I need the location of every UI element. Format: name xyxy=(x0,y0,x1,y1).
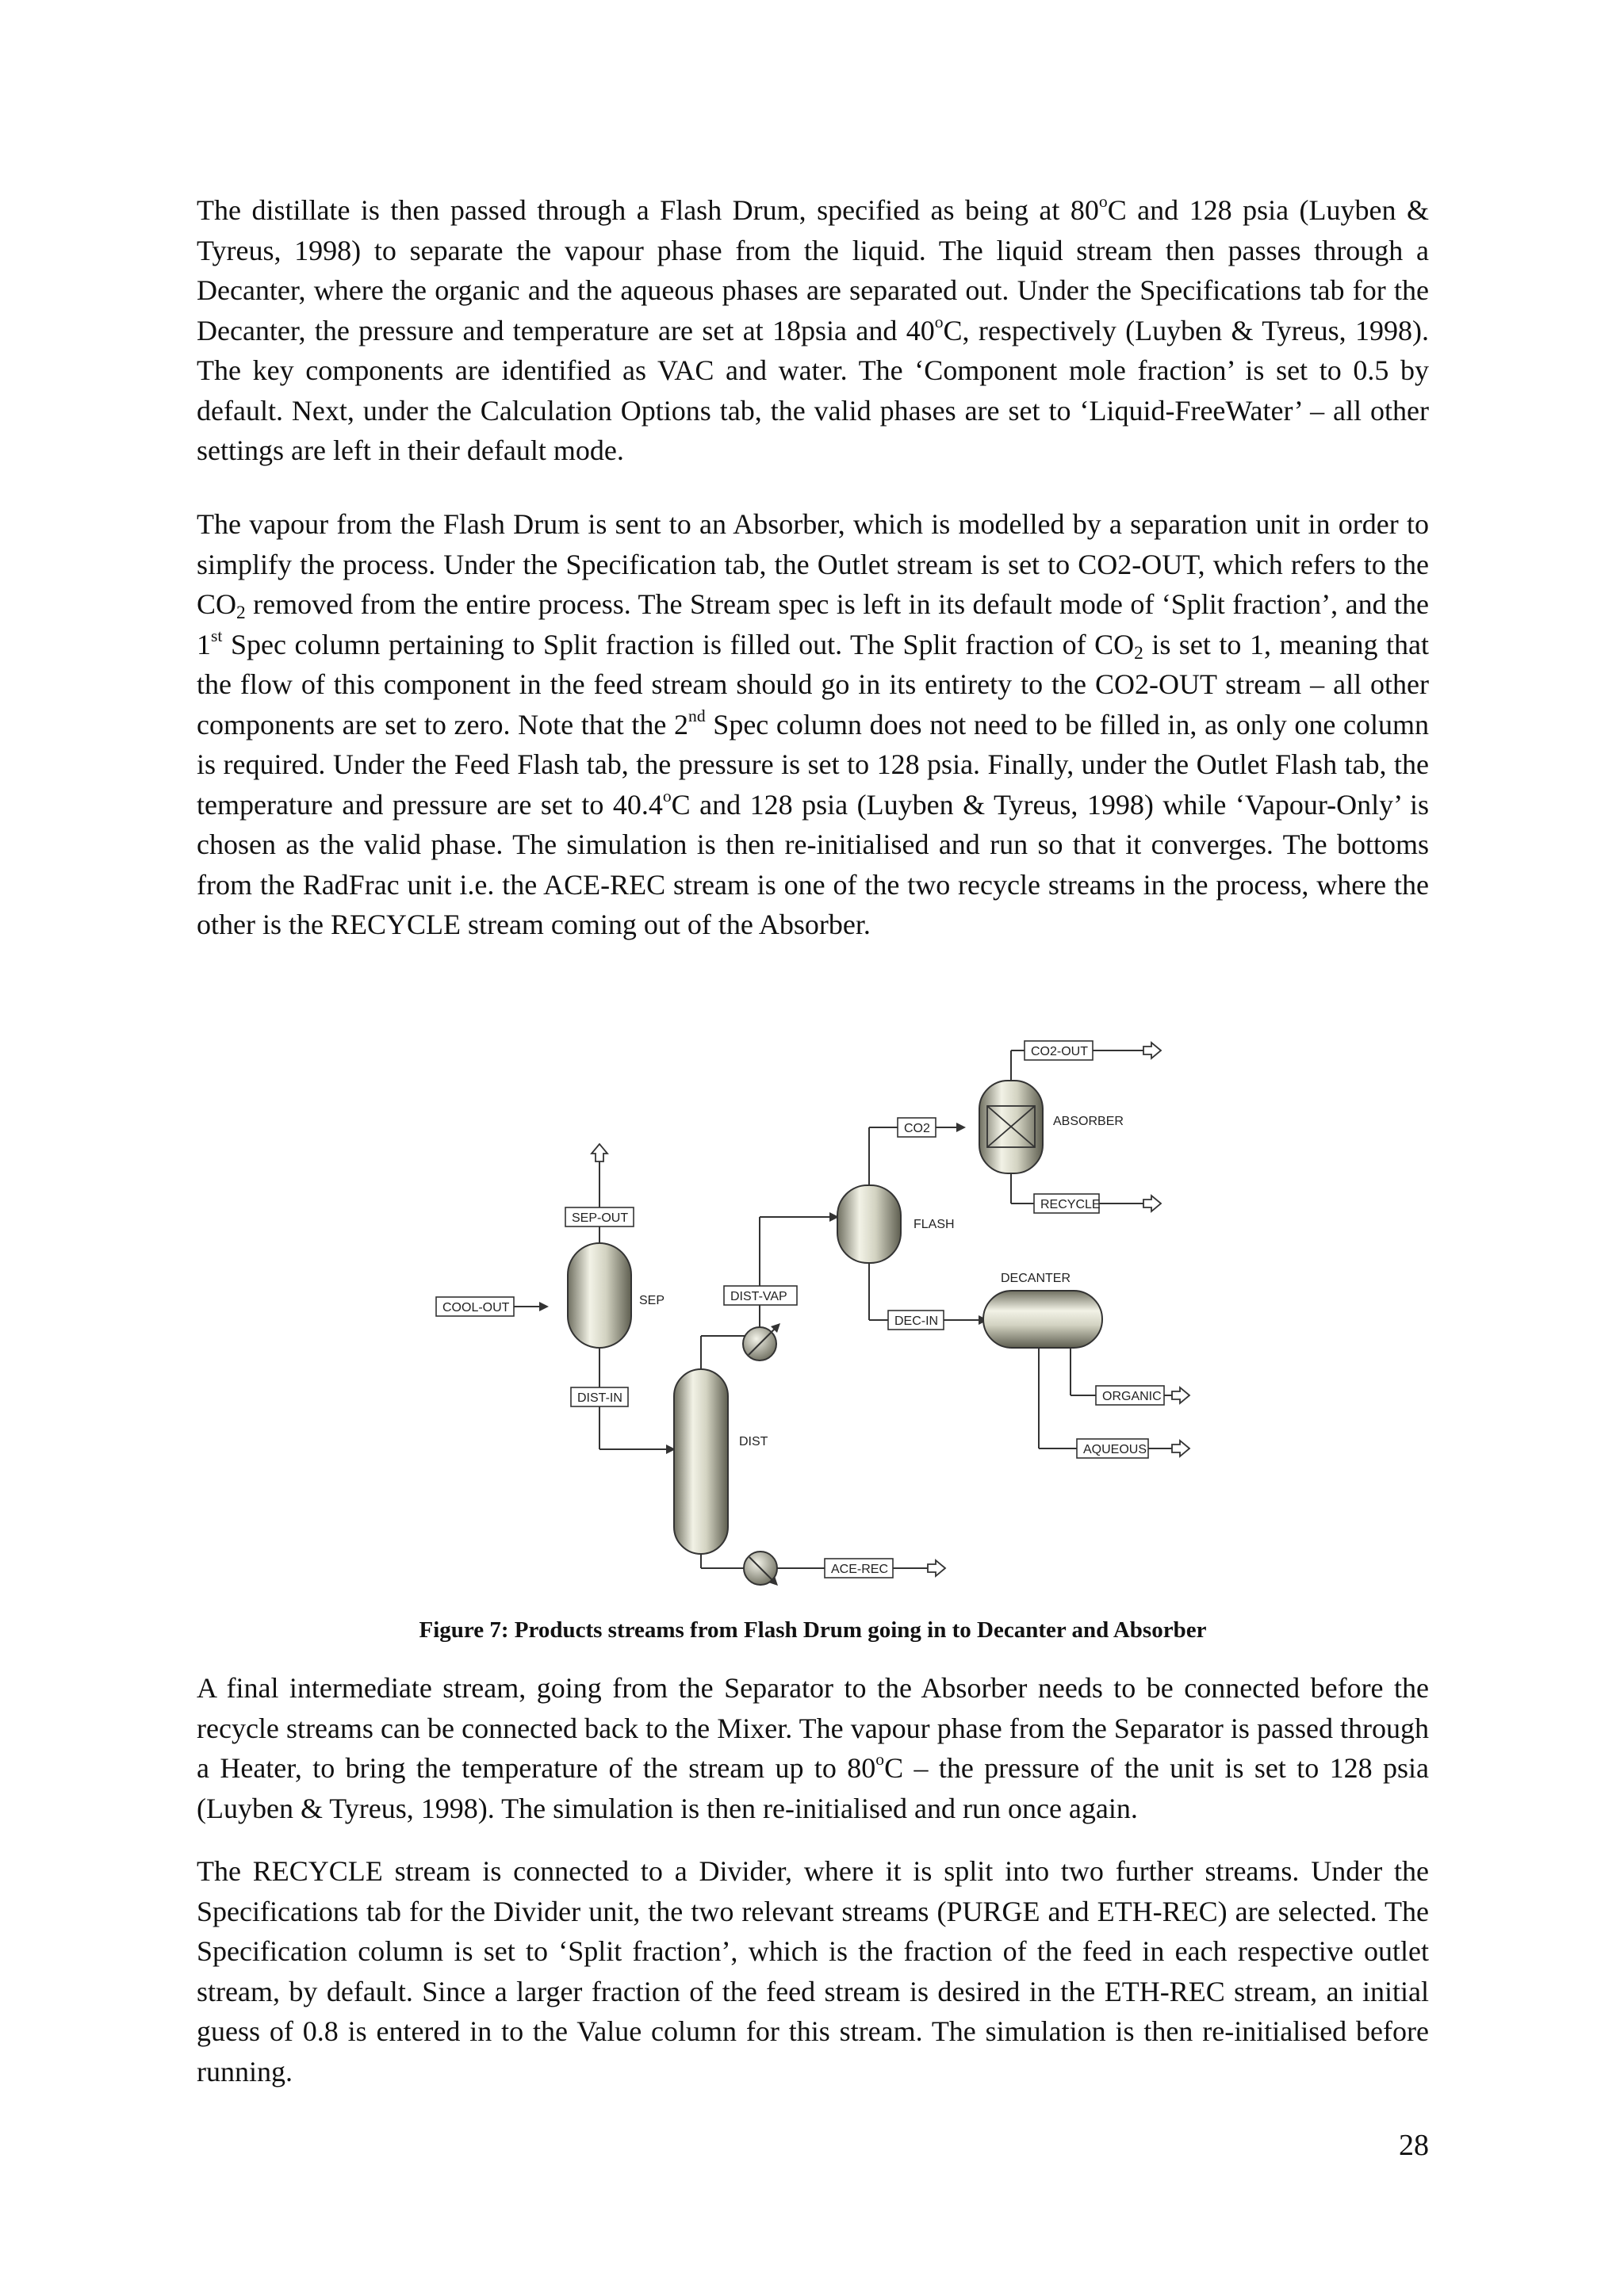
flash-vessel xyxy=(837,1185,901,1263)
paragraph-intermediate-stream: A final intermediate stream, going from the Separator to the Absorber needs to be connected before the recycle streams can be connected back to the Mixer. The vapour phase from the Separator is passed through a Heater, to bring the temperature of the stream up to 80$^o$C – the pressure of the unit is set to 128 psia (Luyben & Tyreus, 1998). The simulation is then re-initialised and run once again. xyxy=(197,1672,1429,1824)
label-dist: DIST xyxy=(739,1435,768,1448)
stream-tag-sep-out xyxy=(565,1207,634,1226)
stream-tag-dist-vap xyxy=(724,1286,797,1305)
stream-tag-aqueous xyxy=(1077,1439,1148,1458)
stream-tag-co2 xyxy=(898,1118,936,1137)
svg-text:DIST-IN: DIST-IN xyxy=(577,1391,622,1405)
paragraph-absorber: The vapour from the Flash Drum is sent to an Absorber, which is modelled by a separation unit in order to simplify the process. Under the Specification tab, the Outlet stream is set to CO2-OUT, which refers to the $CO_2$ removed from the entire process. The Stream spec is left in its default mode of ‘Split fraction’, and the 1st Spec column pertaining to Split fraction is filled out. The Split fraction of $CO_2$ is set to 1, meaning that the flow of this component in the feed stream should go in its entirety to the CO2-OUT stream – all other components are set to zero. Note that the 2nd Spec column does not need to be filled in, as only one column is required. Under the Feed Flash tab, the pressure is set to 128 psia. Finally, under the Outlet Flash tab, the temperature and pressure are set to 40.4$^o$C and 128 psia (Luyben & Tyreus, 1998) while ‘Vapour-Only’ is chosen as the valid phase. The simulation is then re-initialised and run so that it converges. The bottoms from the RadFrac unit i.e. the ACE-REC stream is one of the two recycle streams in the process, where the other is the RECYCLE stream coming out of the Absorber. xyxy=(197,508,1429,940)
stream-tag-recycle xyxy=(1034,1194,1101,1213)
absorber-vessel xyxy=(979,1081,1043,1173)
page-number: 28 xyxy=(1399,2129,1429,2162)
svg-text:AQUEOUS: AQUEOUS xyxy=(1083,1443,1147,1456)
svg-text:RECYCLE: RECYCLE xyxy=(1040,1198,1101,1211)
sep-vessel xyxy=(568,1243,631,1348)
dist-column xyxy=(674,1369,728,1554)
svg-text:SEP-OUT: SEP-OUT xyxy=(572,1211,629,1225)
label-flash: FLASH xyxy=(914,1218,955,1231)
stream-tag-cool-out xyxy=(436,1297,514,1316)
svg-text:CO2: CO2 xyxy=(904,1122,930,1135)
svg-text:DIST-VAP: DIST-VAP xyxy=(730,1290,787,1303)
condenser xyxy=(743,1323,780,1360)
label-absorber: ABSORBER xyxy=(1053,1115,1124,1128)
paragraph-divider: The RECYCLE stream is connected to a Divider, where it is split into two further streams. Under the Specifications tab for the Divider unit, the two relevant streams (PURGE and ETH-REC) are selected. The Specification column is set to ‘Split fraction’, which is the fraction of the feed in each respective outlet stream, by default. Since a larger fraction of the feed stream is desired in the ETH-REC stream, an initial guess of 0.8 is entered in to the Value column for this stream. The simulation is then re-initialised before running. xyxy=(197,1855,1429,2087)
svg-text:DEC-IN: DEC-IN xyxy=(894,1314,939,1328)
svg-text:COOL-OUT: COOL-OUT xyxy=(442,1301,510,1314)
stream-tag-organic xyxy=(1096,1386,1164,1405)
process-flow-diagram xyxy=(412,1027,1221,1594)
paragraph-flash-drum: The distillate is then passed through a Flash Drum, specified as being at 80$^o$C and 128 psia (Luyben & Tyreus, 1998) to separate the vapour phase from the liquid. The liquid stream then passes through a Decanter, where the organic and the aqueous phases are separated out. Under the Specifications tab for the Decanter, the pressure and temperature are set at 18psia and 40$^o$C, respectively (Luyben & Tyreus, 1998). The key components are identified as VAC and water. The ‘Component mole fraction’ is set to 0.5 by default. Next, under the Calculation Options tab, the valid phases are set to ‘Liquid-FreeWater’ – all other settings are left in their default mode. xyxy=(197,191,1429,466)
stream-tag-ace-rec xyxy=(825,1559,893,1578)
decanter-vessel xyxy=(983,1291,1102,1348)
label-sep: SEP xyxy=(639,1294,665,1307)
stream-tag-dec-in xyxy=(888,1311,944,1330)
reboiler xyxy=(744,1552,778,1586)
svg-text:CO2-OUT: CO2-OUT xyxy=(1031,1045,1088,1058)
stream-tag-co2-out xyxy=(1025,1041,1093,1060)
label-decanter: DECANTER xyxy=(1001,1272,1071,1285)
stream-tag-dist-in xyxy=(571,1387,628,1406)
svg-text:ACE-REC: ACE-REC xyxy=(831,1563,889,1576)
figure-caption: Figure 7: Products streams from Flash Drum going in to Decanter and Absorber xyxy=(419,1617,1207,1643)
svg-text:ORGANIC: ORGANIC xyxy=(1102,1390,1162,1403)
